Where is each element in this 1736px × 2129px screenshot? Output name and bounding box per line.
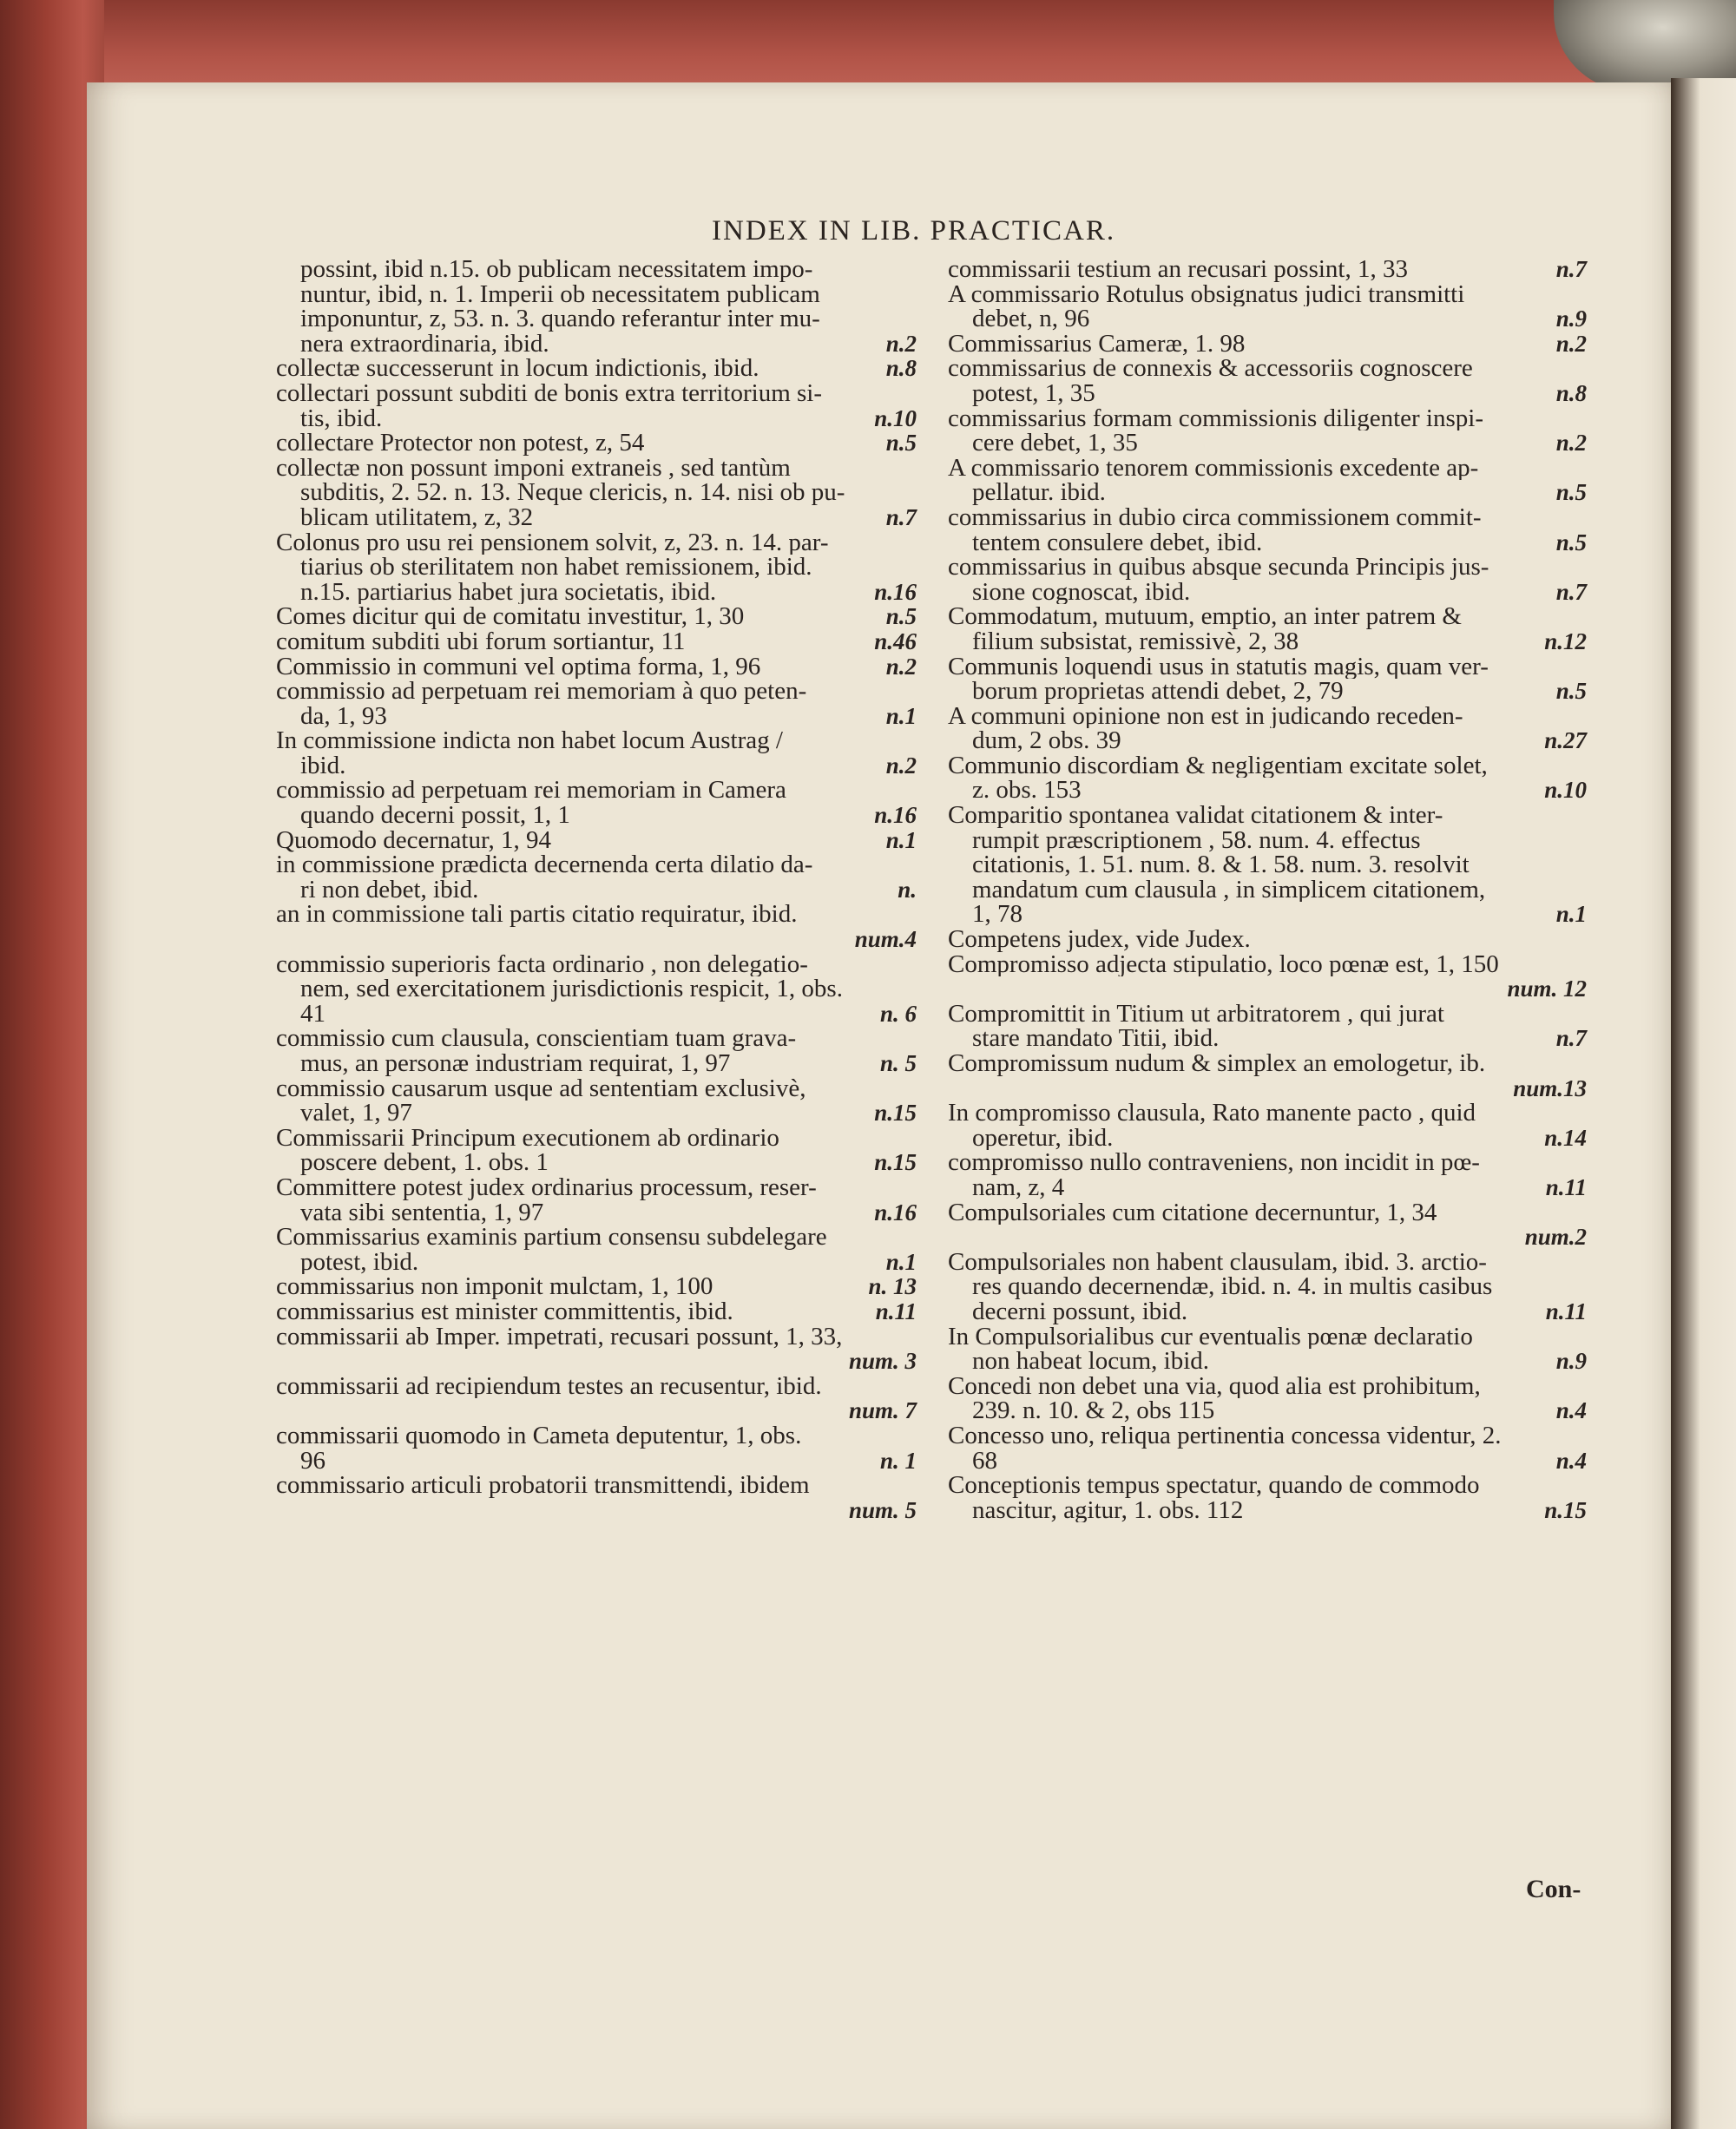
index-line: [276, 679, 920, 704]
index-entry-reference: n.: [898, 877, 917, 903]
index-line: [948, 1473, 1590, 1498]
index-entry-reference: n.2: [885, 331, 917, 357]
index-line: [948, 877, 1590, 903]
index-line: [276, 1051, 920, 1076]
index-entry-reference: num. 7: [848, 1398, 917, 1423]
index-entry-text: commissarius est minister committentis, ibid.: [276, 1298, 733, 1324]
index-entry-reference: n. 5: [879, 1051, 917, 1076]
index-entry-text: 41: [300, 1001, 326, 1027]
index-entry-reference: n.5: [1555, 480, 1587, 505]
index-entry-reference: n.2: [885, 752, 917, 779]
index-entry-reference: n.1: [885, 827, 917, 853]
index-entry-reference: n.16: [874, 803, 917, 828]
index-entry-text: commissarius non imponit mulctam, 1, 100: [276, 1274, 713, 1299]
index-entry-reference: n.12: [1544, 628, 1587, 654]
index-line: [276, 356, 920, 381]
index-entry-reference: num.4: [854, 927, 917, 952]
right-index-column: [948, 257, 1590, 1522]
index-entry-reference: n.11: [875, 1298, 917, 1324]
index-line: [276, 728, 920, 753]
index-line: [276, 1002, 920, 1027]
index-entry-text: Commissio in communi vel optima forma, 1, 96: [276, 654, 761, 680]
index-entry-reference: n.2: [1555, 331, 1587, 357]
index-entry-text: Competens judex, vide Judex.: [948, 927, 1251, 952]
index-entry-reference: n.2: [1555, 430, 1587, 456]
index-line: [948, 1374, 1590, 1399]
index-line: [948, 1225, 1590, 1250]
index-entry-text: Committere potest judex ordinarius processum, reser-: [276, 1174, 817, 1200]
index-entry-text: nuntur, ibid, n. 1. Imperii ob necessitatem publicam: [300, 281, 820, 307]
index-entry-text: stare mandato Titii, ibid.: [972, 1026, 1220, 1051]
index-entry-text: Commissarius Cameræ, 1. 98: [948, 331, 1246, 357]
index-line: [948, 852, 1590, 877]
index-entry-text: 96: [300, 1448, 326, 1474]
index-entry-text: da, 1, 93: [300, 703, 387, 729]
index-line: [276, 753, 920, 779]
index-entry-text: commissarius in dubio circa commissionem commit-: [948, 504, 1482, 530]
index-entry-reference: n.7: [885, 504, 917, 530]
index-entry-text: potest, 1, 35: [972, 380, 1095, 406]
index-line: [948, 604, 1590, 629]
index-entry-text: commissio cum clausula, conscientiam tuam grava-: [276, 1026, 797, 1051]
index-entry-reference: n.2: [885, 654, 917, 680]
index-line: [948, 430, 1590, 456]
index-entry-reference: n.4: [1555, 1398, 1587, 1423]
index-entry-reference: n.7: [1555, 257, 1587, 282]
index-line: [948, 1349, 1590, 1374]
index-line: [948, 728, 1590, 753]
index-entry-text: commissarii testium an recusari possint, 1, 33: [948, 257, 1408, 282]
index-entry-text: tiarius ob sterilitatem non habet remissionem, ibid.: [300, 555, 812, 580]
index-entry-text: non habeat locum, ibid.: [972, 1349, 1210, 1374]
index-line: [276, 1498, 920, 1523]
index-entry-text: Colonus pro usu rei pensionem solvit, z, 23. n. 14. par-: [276, 529, 829, 555]
index-entry-text: tentem consulere debet, ibid.: [972, 529, 1263, 555]
index-entry-text: collectæ successerunt in locum indictionis, ibid.: [276, 356, 760, 381]
index-line: [948, 480, 1590, 505]
index-entry-text: commissarii ab Imper. impetrati, recusari possunt, 1, 33,: [276, 1324, 843, 1350]
index-entry-text: tis, ibid.: [300, 405, 383, 431]
index-entry-text: in commissione prædicta decernenda certa dilatio da-: [276, 852, 813, 877]
index-line: [948, 1175, 1590, 1200]
index-line: [276, 306, 920, 332]
index-entry-text: In Compulsorialibus cur eventualis pœnæ declaratio: [948, 1324, 1473, 1350]
index-entry-text: possint, ibid n.15. ob publicam necessitatem impo-: [300, 257, 813, 282]
index-entry-text: nera extraordinaria, ibid.: [300, 331, 549, 357]
index-entry-reference: n.16: [874, 579, 917, 605]
index-entry-text: 1, 78: [972, 902, 1023, 928]
index-entry-text: imponuntur, z, 53. n. 3. quando referantur inter mu-: [300, 306, 820, 332]
catchword: Con-: [1526, 1875, 1581, 1903]
index-entry-text: 68: [972, 1448, 997, 1474]
index-entry-reference: n.7: [1555, 1026, 1587, 1051]
index-entry-text: Quomodo decernatur, 1, 94: [276, 827, 551, 853]
index-line: [276, 902, 920, 927]
index-entry-reference: n. 6: [879, 1001, 917, 1027]
index-entry-text: Compromissum nudum & simplex an emologetur, ib.: [948, 1051, 1486, 1076]
index-entry-text: vata sibi sententia, 1, 97: [300, 1199, 544, 1225]
index-line: [948, 580, 1590, 605]
index-line: [948, 356, 1590, 381]
index-entry-text: poscere debent, 1. obs. 1: [300, 1150, 549, 1175]
index-entry-text: nascitur, agitur, 1. obs. 112: [972, 1497, 1244, 1523]
index-line: [948, 828, 1590, 853]
index-line: [276, 952, 920, 977]
index-line: [276, 1423, 920, 1449]
index-line: [948, 952, 1590, 977]
index-entry-text: Concesso uno, reliqua pertinentia concessa videntur, 2.: [948, 1423, 1502, 1449]
index-line: [948, 555, 1590, 580]
index-line: [948, 1200, 1590, 1225]
index-entry-text: comitum subditi ubi forum sortiantur, 11: [276, 628, 686, 654]
index-line: [276, 282, 920, 307]
index-entry-reference: n.5: [885, 604, 917, 629]
index-entry-text: A commissario Rotulus obsignatus judici transmitti: [948, 281, 1465, 307]
index-entry-text: Conceptionis tempus spectatur, quando de commodo: [948, 1473, 1480, 1498]
index-entry-text: Communis loquendi usus in statutis magis, quam ver-: [948, 654, 1489, 680]
index-entry-reference: num. 5: [848, 1497, 917, 1523]
index-entry-reference: n.11: [1545, 1298, 1587, 1324]
index-line: [276, 1150, 920, 1175]
index-entry-text: nem, sed exercitationem jurisdictionis respicit, 1, obs.: [300, 976, 843, 1002]
index-line: [276, 1374, 920, 1399]
index-entry-text: Concedi non debet una via, quod alia est prohibitum,: [948, 1373, 1481, 1399]
index-line: [276, 580, 920, 605]
index-line: [948, 1126, 1590, 1151]
left-index-column: [276, 257, 920, 1522]
index-line: [948, 654, 1590, 680]
index-entry-text: Commodatum, mutuum, emptio, an inter patrem &: [948, 604, 1462, 629]
index-line: [276, 555, 920, 580]
index-line: [276, 1349, 920, 1374]
index-line: [948, 1449, 1590, 1474]
index-entry-text: res quando decernendæ, ibid. n. 4. in multis casibus: [972, 1274, 1493, 1299]
index-line: [276, 456, 920, 481]
index-line: [276, 1101, 920, 1126]
index-entry-reference: n.8: [1555, 380, 1587, 406]
index-line: [276, 1175, 920, 1200]
index-line: [948, 505, 1590, 530]
index-line: [276, 1398, 920, 1423]
index-line: [276, 629, 920, 654]
index-entry-text: operetur, ibid.: [972, 1125, 1114, 1151]
index-entry-reference: n.5: [885, 430, 917, 456]
index-line: [276, 1449, 920, 1474]
index-line: [948, 927, 1590, 952]
index-entry-text: filium subsistat, remissivè, 2, 38: [972, 628, 1299, 654]
index-line: [276, 505, 920, 530]
index-entry-text: commissarius formam commissionis diligenter inspi-: [948, 405, 1483, 431]
index-line: [948, 406, 1590, 431]
index-entry-text: pellatur. ibid.: [972, 480, 1106, 505]
index-entry-text: cere debet, 1, 35: [972, 430, 1138, 456]
index-entry-reference: n.10: [1544, 778, 1587, 804]
index-line: [276, 430, 920, 456]
index-entry-text: commissio ad perpetuam rei memoriam à quo peten-: [276, 679, 807, 704]
index-entry-reference: n.4: [1555, 1448, 1587, 1474]
index-line: [948, 803, 1590, 828]
index-entry-reference: n.15: [874, 1101, 917, 1126]
index-line: [276, 1076, 920, 1101]
index-entry-text: commissio superioris facta ordinario , non delegatio-: [276, 951, 808, 977]
index-entry-reference: num. 12: [1507, 976, 1587, 1002]
index-line: [276, 1324, 920, 1350]
index-line: [948, 456, 1590, 481]
index-entry-reference: n.1: [1555, 902, 1587, 928]
index-entry-text: collectæ non possunt imponi extraneis , sed tantùm: [276, 455, 791, 481]
index-entry-text: collectari possunt subditi de bonis extra territorium si-: [276, 380, 823, 406]
index-line: [276, 1473, 920, 1498]
index-line: [276, 828, 920, 853]
index-line: [948, 629, 1590, 654]
index-line: [276, 778, 920, 803]
index-entry-reference: n.15: [1544, 1497, 1587, 1523]
index-line: [276, 803, 920, 828]
index-line: [948, 778, 1590, 803]
index-entry-reference: n.27: [1544, 728, 1587, 753]
index-entry-text: valet, 1, 97: [300, 1101, 412, 1126]
index-entry-text: A commissario tenorem commissionis excedente ap-: [948, 455, 1479, 481]
index-entry-text: Compromittit in Titium ut arbitratorem , qui jurat: [948, 1001, 1444, 1027]
index-entry-text: collectare Protector non potest, z, 54: [276, 430, 645, 456]
index-line: [948, 976, 1590, 1002]
index-line: [948, 1026, 1590, 1051]
index-entry-text: Comes dicitur qui de comitatu investitur, 1, 30: [276, 604, 745, 629]
index-entry-text: rumpit præscriptionem , 58. num. 4. effectus: [972, 827, 1421, 853]
index-entry-text: an in commissione tali partis citatio requiratur, ibid.: [276, 902, 798, 928]
index-entry-text: decerni possunt, ibid.: [972, 1298, 1188, 1324]
index-entry-reference: n.5: [1555, 529, 1587, 555]
index-line: [276, 1200, 920, 1225]
index-entry-text: commissarii ad recipiendum testes an recusentur, ibid.: [276, 1373, 822, 1399]
index-line: [948, 1398, 1590, 1423]
index-entry-text: Communio discordiam & negligentiam excitate solet,: [948, 752, 1488, 779]
index-entry-reference: n.1: [885, 703, 917, 729]
index-line: [948, 1423, 1590, 1449]
index-line: [276, 604, 920, 629]
index-entry-text: sione cognoscat, ibid.: [972, 579, 1191, 605]
index-line: [948, 902, 1590, 927]
index-entry-reference: n.11: [1545, 1174, 1587, 1200]
index-line: [276, 381, 920, 406]
index-line: [948, 1498, 1590, 1523]
index-line: [276, 1250, 920, 1275]
index-line: [948, 530, 1590, 555]
index-line: [948, 1274, 1590, 1299]
index-line: [276, 530, 920, 555]
index-line: [948, 306, 1590, 332]
index-entry-reference: n.5: [1555, 679, 1587, 704]
index-entry-text: compromisso nullo contraveniens, non incidit in pœ-: [948, 1150, 1480, 1175]
index-line: [276, 852, 920, 877]
index-entry-reference: n. 1: [879, 1448, 917, 1474]
index-line: [948, 679, 1590, 704]
index-line: [948, 381, 1590, 406]
index-line: [276, 927, 920, 952]
index-entry-text: blicam utilitatem, z, 32: [300, 504, 534, 530]
index-entry-text: Comparitio spontanea validat citationem & inter-: [948, 803, 1443, 828]
index-entry-text: 239. n. 10. & 2, obs 115: [972, 1398, 1215, 1423]
index-entry-text: potest, ibid.: [300, 1249, 419, 1275]
index-line: [276, 1299, 920, 1324]
index-entry-text: nam, z, 4: [972, 1174, 1065, 1200]
index-line: [276, 406, 920, 431]
index-entry-text: In commissione indicta non habet locum Austrag /: [276, 728, 783, 753]
index-entry-text: Compulsoriales cum citatione decernuntur, 1, 34: [948, 1199, 1437, 1225]
index-entry-text: commissarius de connexis & accessoriis cognoscere: [948, 356, 1473, 381]
index-entry-text: subditis, 2. 52. n. 13. Neque clericis, n. 14. nisi ob pu-: [300, 480, 845, 505]
running-head: INDEX IN LIB. PRACTICAR.: [712, 215, 1116, 246]
index-entry-text: A communi opinione non est in judicando receden-: [948, 703, 1463, 729]
index-line: [276, 257, 920, 282]
index-entry-reference: n.14: [1544, 1125, 1587, 1151]
index-line: [276, 654, 920, 680]
index-line: [276, 1274, 920, 1299]
index-entry-reference: num. 3: [848, 1349, 917, 1374]
index-entry-reference: n.9: [1555, 1349, 1587, 1374]
index-line: [276, 704, 920, 729]
index-line: [276, 1026, 920, 1051]
index-entry-text: In compromisso clausula, Rato manente pacto , quid: [948, 1101, 1476, 1126]
index-line: [276, 877, 920, 903]
index-line: [276, 1225, 920, 1250]
index-line: [948, 1002, 1590, 1027]
index-entry-reference: n.15: [874, 1150, 917, 1175]
index-line: [948, 753, 1590, 779]
index-line: [948, 1051, 1590, 1076]
index-entry-reference: n. 13: [868, 1274, 917, 1299]
index-entry-text: dum, 2 obs. 39: [972, 728, 1121, 753]
index-line: [948, 282, 1590, 307]
index-line: [276, 332, 920, 357]
index-line: [948, 1299, 1590, 1324]
index-line: [276, 480, 920, 505]
index-entry-text: Compulsoriales non habent clausulam, ibid. 3. arctio-: [948, 1249, 1487, 1275]
index-entry-text: commissio causarum usque ad sententiam exclusivè,: [276, 1075, 806, 1101]
index-entry-text: ri non debet, ibid.: [300, 877, 479, 903]
index-line: [276, 976, 920, 1002]
index-line: [276, 1126, 920, 1151]
index-entry-text: citationis, 1. 51. num. 8. & 1. 58. num. 3. resolvit: [972, 852, 1470, 877]
index-entry-text: commissio ad perpetuam rei memoriam in Camera: [276, 778, 786, 804]
index-line: [948, 1150, 1590, 1175]
index-entry-text: ibid.: [300, 752, 346, 779]
index-entry-text: n.15. partiarius habet jura societatis, ibid.: [300, 579, 717, 605]
index-entry-text: z. obs. 153: [972, 778, 1082, 804]
index-entry-reference: n.1: [885, 1249, 917, 1275]
index-line: [948, 1250, 1590, 1275]
index-entry-text: quando decerni possit, 1, 1: [300, 803, 570, 828]
index-line: [948, 1101, 1590, 1126]
index-line: [948, 704, 1590, 729]
index-entry-reference: num.2: [1524, 1225, 1587, 1250]
index-entry-reference: n.16: [874, 1199, 917, 1225]
index-entry-reference: n.9: [1555, 306, 1587, 332]
index-entry-reference: num.13: [1513, 1075, 1587, 1101]
facing-page-edge: [1671, 78, 1736, 2129]
index-line: [948, 1076, 1590, 1101]
index-line: [948, 332, 1590, 357]
index-entry-text: debet, n, 96: [972, 306, 1090, 332]
index-entry-text: borum proprietas attendi debet, 2, 79: [972, 679, 1344, 704]
index-entry-text: Compromisso adjecta stipulatio, loco pœnæ est, 1, 150: [948, 951, 1499, 977]
index-entry-reference: n.10: [874, 405, 917, 431]
index-line: [948, 1324, 1590, 1350]
index-line: [948, 257, 1590, 282]
index-entry-text: commissarii quomodo in Cameta deputentur, 1, obs.: [276, 1423, 802, 1449]
index-entry-text: Commissarii Principum executionem ab ordinario: [276, 1125, 779, 1151]
index-entry-text: Commissarius examinis partium consensu subdelegare: [276, 1225, 827, 1250]
index-entry-text: mandatum cum clausula , in simplicem citationem,: [972, 877, 1486, 903]
index-entry-text: commissarius in quibus absque secunda Principis jus-: [948, 555, 1489, 580]
index-entry-text: mus, an personæ industriam requirat, 1, 97: [300, 1051, 731, 1076]
index-entry-reference: n.46: [874, 628, 917, 654]
index-entry-reference: n.8: [885, 356, 917, 381]
index-entry-text: commissario articuli probatorii transmittendi, ibidem: [276, 1473, 810, 1498]
index-entry-reference: n.7: [1555, 579, 1587, 605]
